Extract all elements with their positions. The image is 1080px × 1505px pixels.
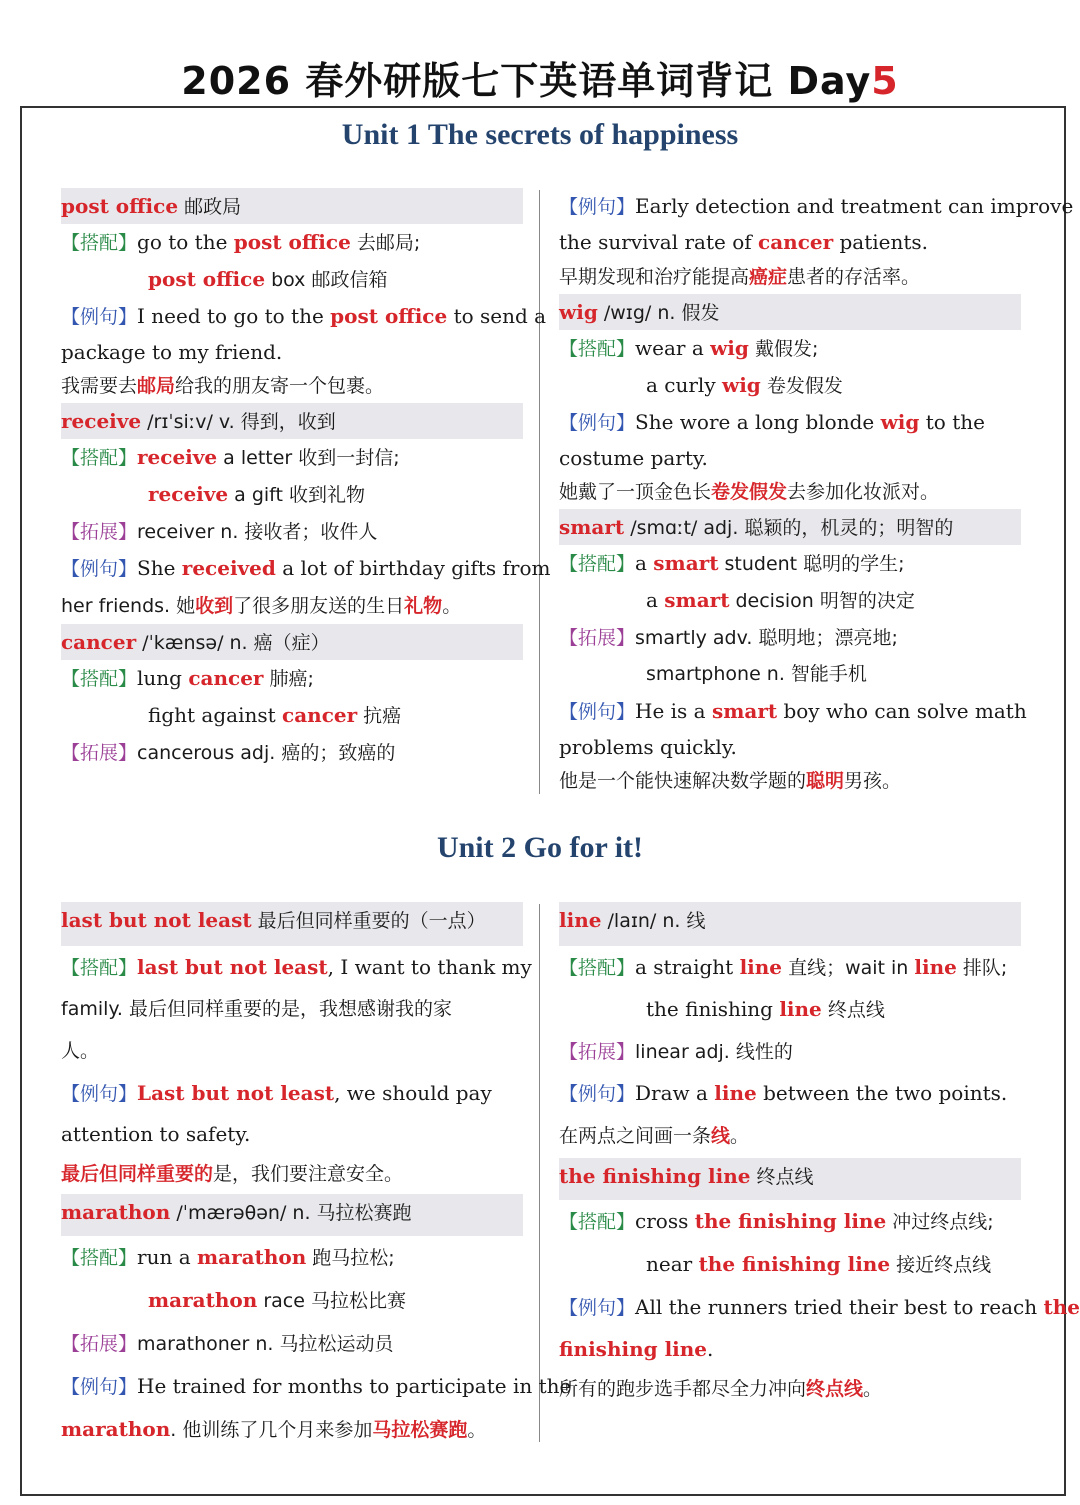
entry-post-office-head: post office 邮政局 <box>61 188 523 224</box>
entry-receive-collocation: 【搭配】receive a letter 收到一封信; <box>61 445 400 469</box>
entry-line-head: line /laɪn/ n. 线 <box>559 902 1021 946</box>
entry-last-but-not-least-collocation: 【搭配】last but not least, I want to thank my <box>61 955 532 979</box>
entry-smart-extension-2: smartphone n. 智能手机 <box>646 663 867 685</box>
entry-post-office-translation: 我需要去邮局给我的朋友寄一个包裹。 <box>61 375 385 397</box>
entry-line-translation: 在两点之间画一条线。 <box>559 1125 750 1147</box>
entry-smart-collocation: 【搭配】a smart student 聪明的学生; <box>559 551 905 575</box>
unit2-left-column <box>61 902 572 1451</box>
entry-post-office-collocation: 【搭配】go to the post office 去邮局; <box>61 230 421 254</box>
entry-last-but-not-least-example-2: attention to safety. <box>61 1122 251 1146</box>
entry-cancer-translation: 早期发现和治疗能提高癌症患者的存活率。 <box>559 266 921 288</box>
entry-finishing-line-collocation-2: near the finishing line 接近终点线 <box>646 1252 992 1276</box>
entry-wig-translation: 她戴了一顶金色长卷发假发去参加化妆派对。 <box>559 481 940 503</box>
entry-receive-example-2: her friends. 她收到了很多朋友送的生日礼物。 <box>61 595 462 617</box>
entry-wig-collocation: 【搭配】wear a wig 戴假发; <box>559 336 819 360</box>
entry-cancer-example-2: the survival rate of cancer patients. <box>559 230 929 254</box>
entry-last-but-not-least-translation: 最后但同样重要的是，我们要注意安全。 <box>61 1163 404 1185</box>
page-title: 2026 春外研版七下英语单词背记 Day5 <box>181 59 899 103</box>
entry-line-collocation-2: the finishing line 终点线 <box>646 997 885 1021</box>
entry-cancer-collocation-2: fight against cancer 抗癌 <box>148 703 402 727</box>
entry-finishing-line-collocation: 【搭配】cross the finishing line 冲过终点线; <box>559 1209 994 1233</box>
entry-marathon-extension: 【拓展】marathoner n. 马拉松运动员 <box>61 1333 394 1355</box>
unit1-right-column <box>559 188 1074 798</box>
entry-marathon-collocation: 【搭配】run a marathon 跑马拉松; <box>61 1245 395 1269</box>
entry-line-example: 【例句】Draw a line between the two points. <box>559 1081 1008 1105</box>
entry-wig-head: wig /wɪg/ n. 假发 <box>559 294 1021 330</box>
entry-marathon-collocation-2: marathon race 马拉松比赛 <box>148 1288 406 1312</box>
entry-finishing-line-head: the finishing line 终点线 <box>559 1158 1021 1200</box>
unit2-column-divider <box>539 904 540 1442</box>
entry-smart-translation: 他是一个能快速解决数学题的聪明男孩。 <box>559 770 902 792</box>
entry-post-office-example-2: package to my friend. <box>61 340 283 364</box>
entry-smart-head: smart /smɑːt/ adj. 聪颖的，机灵的；明智的 <box>559 509 1021 545</box>
entry-finishing-line-example-2: finishing line. <box>559 1337 714 1361</box>
entry-cancer-example: 【例句】Early detection and treatment can improve <box>559 194 1074 218</box>
entry-smart-example: 【例句】He is a smart boy who can solve math <box>559 699 1027 723</box>
entry-line-collocation: 【搭配】a straight line 直线；wait in line 排队; <box>559 955 1008 979</box>
entry-receive-example: 【例句】She received a lot of birthday gifts from <box>61 556 551 580</box>
entry-cancer-collocation: 【搭配】lung cancer 肺癌; <box>61 666 314 690</box>
entry-smart-example-2: problems quickly. <box>559 735 737 759</box>
entry-wig-example: 【例句】She wore a long blonde wig to the <box>559 410 985 434</box>
entry-marathon-head: marathon /ˈmærəθən/ n. 马拉松赛跑 <box>61 1194 523 1236</box>
entry-last-but-not-least-collocation-2: family. 最后但同样重要的是，我想感谢我的家 <box>61 998 453 1020</box>
unit1-column-divider <box>539 190 540 794</box>
entry-cancer-extension: 【拓展】cancerous adj. 癌的；致癌的 <box>61 742 396 764</box>
entry-last-but-not-least-head: last but not least 最后但同样重要的（一点） <box>61 902 523 946</box>
day-number: 5 <box>871 59 899 103</box>
unit1-title: Unit 1 The secrets of happiness <box>341 118 739 151</box>
entry-finishing-line-example: 【例句】All the runners tried their best to reach the <box>559 1295 1080 1319</box>
entry-wig-example-2: costume party. <box>559 446 708 470</box>
entry-last-but-not-least-collocation-3: 人。 <box>61 1040 100 1062</box>
entry-post-office-collocation-2: post office box 邮政信箱 <box>148 267 388 291</box>
entry-finishing-line-translation: 所有的跑步选手都尽全力冲向终点线。 <box>559 1378 883 1400</box>
entry-cancer-head: cancer /ˈkænsə/ n. 癌（症） <box>61 624 523 660</box>
entry-marathon-example-2: marathon. 他训练了几个月来参加马拉松赛跑。 <box>61 1417 487 1441</box>
entry-receive-collocation-2: receive a gift 收到礼物 <box>148 482 366 506</box>
entry-line-extension: 【拓展】linear adj. 线性的 <box>559 1041 793 1063</box>
unit2-title: Unit 2 Go for it! <box>436 831 644 864</box>
unit2-right-column <box>559 902 1080 1409</box>
unit1-left-column <box>61 188 551 771</box>
entry-wig-collocation-2: a curly wig 卷发假发 <box>646 373 843 397</box>
entry-smart-collocation-2: a smart decision 明智的决定 <box>646 588 915 612</box>
entry-last-but-not-least-example: 【例句】Last but not least, we should pay <box>61 1081 492 1105</box>
entry-marathon-example: 【例句】He trained for months to participate in the <box>61 1374 572 1398</box>
entry-receive-head: receive /rɪˈsiːv/ v. 得到，收到 <box>61 403 523 439</box>
entry-post-office-example: 【例句】I need to go to the post office to send a <box>61 304 547 328</box>
entry-receive-extension: 【拓展】receiver n. 接收者；收件人 <box>61 521 378 543</box>
entry-smart-extension: 【拓展】smartly adv. 聪明地；漂亮地; <box>559 627 898 649</box>
